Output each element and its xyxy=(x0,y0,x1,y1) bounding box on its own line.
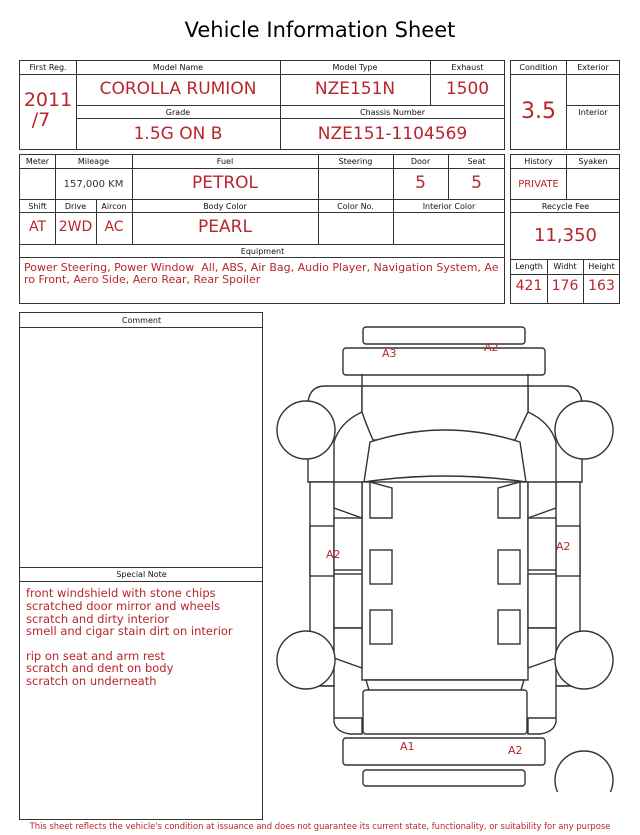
width-label: Widht xyxy=(553,262,577,271)
car-damage-diagram xyxy=(270,322,620,792)
syaken-label: Syaken xyxy=(578,157,608,166)
special-note-line-6: scratch and dent on body xyxy=(26,661,174,675)
disclaimer-footer: This sheet reflects the vehicle's condition at issuance and does not guarantee its current state, functionality, or suitability for any purpose xyxy=(29,821,611,831)
seat-value: 5 xyxy=(471,173,482,193)
model-name-label: Model Name xyxy=(152,63,204,72)
special-note-line-3: scratch and dirty interior xyxy=(26,612,170,626)
comment-label: Comment xyxy=(121,316,162,325)
history-value: PRIVATE xyxy=(518,179,559,190)
exterior-label: Exterior xyxy=(577,63,609,72)
width-value: 176 xyxy=(551,278,579,294)
length-label: Length xyxy=(515,262,543,271)
special-note-line-1: front windshield with stone chips xyxy=(26,586,216,600)
drive-value: 2WD xyxy=(58,219,93,235)
mark-rear-left: A1 xyxy=(400,740,415,753)
comment-box xyxy=(19,312,263,820)
aircon-value: AC xyxy=(104,219,124,235)
special-note-line-2: scratched door mirror and wheels xyxy=(26,599,221,613)
grade-value: 1.5G ON B xyxy=(133,124,223,144)
chassis-value: NZE151-1104569 xyxy=(317,124,468,144)
equipment-line-1: Power Steering, Power Window All, ABS, Air Bag, Audio Player, Navigation System, Ae xyxy=(24,261,499,274)
seat-label: Seat xyxy=(467,157,486,166)
shift-value: AT xyxy=(28,219,47,235)
condition-box xyxy=(510,60,620,150)
specs-box xyxy=(19,154,505,304)
recycle-fee-value: 11,350 xyxy=(534,225,597,246)
model-type-label: Model Type xyxy=(332,63,378,72)
equipment-line-2: ro Front, Aero Side, Aero Rear, Rear Spoiler xyxy=(24,273,261,286)
aircon-label: Aircon xyxy=(101,202,127,211)
steering-label: Steering xyxy=(338,157,373,166)
first-reg-year: 2011 xyxy=(23,89,73,111)
height-value: 163 xyxy=(588,278,615,294)
mark-front-left: A3 xyxy=(382,347,397,360)
condition-label: Condition xyxy=(519,63,558,72)
exhaust-value: 1500 xyxy=(445,79,490,99)
drive-label: Drive xyxy=(64,202,87,211)
fuel-value: PETROL xyxy=(191,173,259,193)
exhaust-label: Exhaust xyxy=(451,63,484,72)
mark-front-right: A2 xyxy=(484,341,499,354)
mark-rear-right: A2 xyxy=(508,744,523,757)
meter-label: Meter xyxy=(25,157,50,166)
body-color-label: Body Color xyxy=(203,202,247,211)
special-note-line-5: rip on seat and arm rest xyxy=(26,649,165,663)
height-label: Height xyxy=(588,262,615,271)
chassis-label: Chassis Number xyxy=(360,108,425,117)
sheet-title: Vehicle Information Sheet xyxy=(184,18,456,42)
color-no-label: Color No. xyxy=(337,202,374,211)
shift-label: Shift xyxy=(28,202,47,211)
body-color-value: PEARL xyxy=(198,217,252,237)
special-note-label: Special Note xyxy=(116,570,167,579)
condition-score: 3.5 xyxy=(521,99,556,124)
first-reg-label: First Reg. xyxy=(29,63,67,72)
grade-label: Grade xyxy=(165,108,191,117)
equipment-label: Equipment xyxy=(240,247,285,256)
vehicle-info-box xyxy=(19,60,505,150)
mileage-value: 157,000 KM xyxy=(63,179,124,190)
length-value: 421 xyxy=(515,278,543,294)
history-box xyxy=(510,154,620,304)
first-reg-month: /7 xyxy=(31,109,51,131)
special-note-line-7: scratch on underneath xyxy=(26,674,157,688)
history-label: History xyxy=(524,157,553,166)
mileage-label: Mileage xyxy=(77,157,110,166)
interior-label: Interior xyxy=(578,108,608,117)
door-label: Door xyxy=(410,157,431,166)
interior-color-label: Interior Color xyxy=(422,202,476,211)
mark-right-side: A2 xyxy=(556,540,571,553)
door-value: 5 xyxy=(415,173,426,193)
model-type-value: NZE151N xyxy=(314,79,396,99)
special-note-line-4: smell and cigar stain dirt on interior xyxy=(26,624,233,638)
fuel-label: Fuel xyxy=(216,157,234,166)
model-name-value: COROLLA RUMION xyxy=(99,79,257,99)
mark-left-side: A2 xyxy=(326,548,341,561)
recycle-fee-label: Recycle Fee xyxy=(541,202,590,211)
